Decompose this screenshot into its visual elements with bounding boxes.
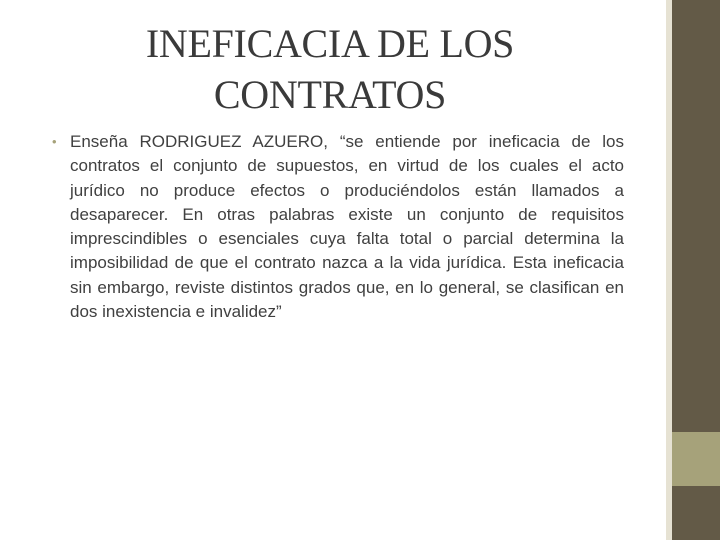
slide-title: INEFICACIA DE LOS CONTRATOS	[145, 21, 515, 118]
bullet-icon: •	[52, 134, 57, 149]
bullet-item	[52, 130, 624, 324]
bullet-text: Enseña RODRIGUEZ AZUERO, “se entiende por ineficacia de los contratos el conjunto de supuestos, en virtud de los cuales el acto jurídico no produce efectos o produciéndolos están llamados a desaparecer. En otras palabras existe un conjunto de requisitos imprescindibles o esenciales cuya falta total o parcial determina la imposibilidad de que el contrato nazca a la vida jurídica. Esta ineficacia sin embargo, reviste distintos grados que, en lo general, se clasifican en dos inexistencia e invalidez”	[70, 132, 624, 322]
side-band-accent	[672, 432, 720, 486]
slide-body	[52, 130, 624, 324]
